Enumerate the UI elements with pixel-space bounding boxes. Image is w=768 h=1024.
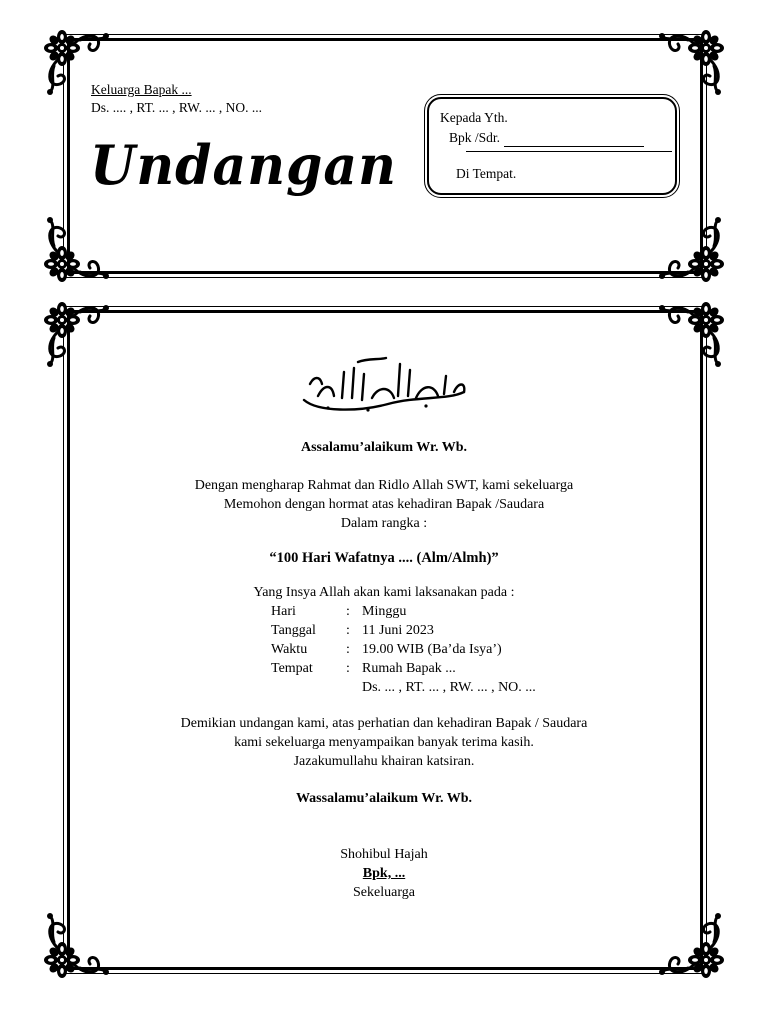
recipient-place: Di Tempat.: [456, 166, 517, 181]
sender-name: Keluarga Bapak ...: [91, 82, 192, 97]
closing-line: Jazakumullahu khairan katsiran.: [293, 754, 475, 769]
detail-colon: :: [346, 661, 350, 676]
detail-label: Tanggal: [271, 623, 316, 638]
schedule-intro: Yang Insya Allah akan kami laksanakan pada :: [253, 585, 515, 600]
corner-ornament-bottom-left: [40, 906, 116, 982]
bismillah-calligraphy: [298, 354, 470, 416]
corner-ornament-bottom-left: [40, 210, 116, 286]
detail-value: 11 Juni 2023: [362, 623, 434, 638]
detail-colon: :: [346, 642, 350, 657]
recipient-box: [427, 97, 677, 195]
signature-family: Sekeluarga: [353, 885, 415, 900]
detail-colon: :: [346, 623, 350, 638]
detail-value: 19.00 WIB (Ba’da Isya’): [362, 642, 502, 657]
recipient-name-row: [449, 129, 644, 147]
closing-line: Demikian undangan kami, atas perhatian dan kehadiran Bapak / Saudara: [180, 716, 588, 731]
corner-ornament-top-right: [652, 298, 728, 374]
corner-ornament-top-left: [40, 298, 116, 374]
detail-label: Hari: [271, 604, 296, 619]
detail-label: Waktu: [271, 642, 308, 657]
event-title: “100 Hari Wafatnya .... (Alm/Almh)”: [269, 550, 499, 566]
recipient-name-label: Bpk /Sdr.: [449, 130, 501, 145]
detail-address: Ds. ... , RT. ... , RW. ... , NO. ...: [362, 680, 536, 695]
intro-line: Memohon dengan hormat atas kehadiran Bapak /Saudara: [223, 497, 545, 512]
recipient-name-blank: [504, 134, 644, 147]
recipient-blank-line: [466, 151, 672, 152]
signature-name: Bpk, ...: [362, 866, 406, 881]
intro-line: Dengan mengharap Rahmat dan Ridlo Allah SWT, kami sekeluarga: [194, 478, 574, 493]
detail-label: Tempat: [271, 661, 313, 676]
intro-line: Dalam rangka :: [340, 516, 428, 531]
closing-line: kami sekeluarga menyampaikan banyak terima kasih.: [234, 735, 534, 750]
corner-ornament-bottom-right: [652, 210, 728, 286]
detail-value: Minggu: [362, 604, 407, 619]
detail-value: Rumah Bapak ...: [362, 661, 456, 676]
detail-colon: :: [346, 604, 350, 619]
corner-ornament-top-right: [652, 26, 728, 102]
greeting: Assalamu’alaikum Wr. Wb.: [301, 440, 467, 455]
sender-address: Ds. .... , RT. ... , RW. ... , NO. ...: [91, 100, 262, 115]
corner-ornament-bottom-right: [652, 906, 728, 982]
recipient-to: Kepada Yth.: [440, 110, 508, 125]
envelope-title: Undangan: [90, 133, 397, 198]
signature-role: Shohibul Hajah: [340, 847, 428, 862]
farewell: Wassalamu’alaikum Wr. Wb.: [295, 791, 473, 806]
